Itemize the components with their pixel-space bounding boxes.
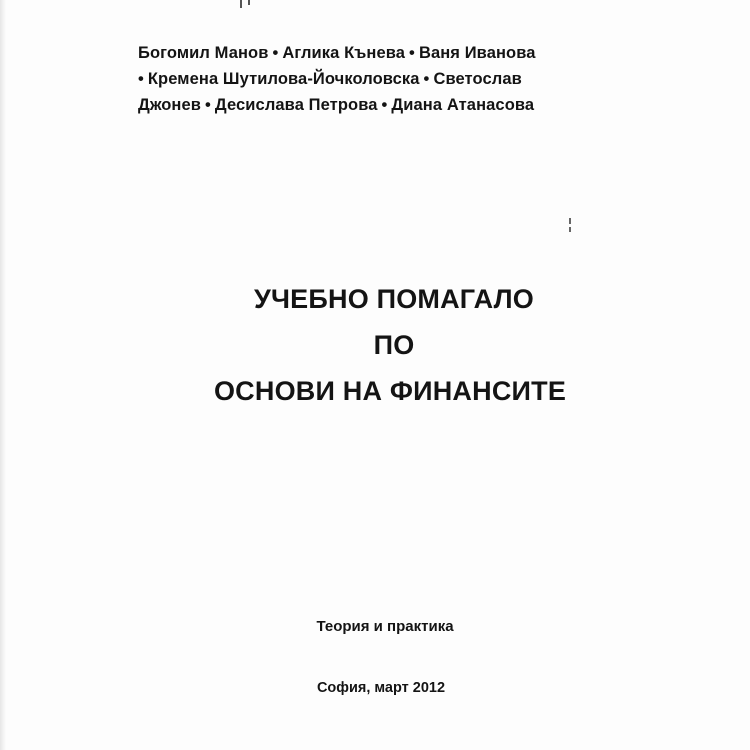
author-name: Джонев <box>138 96 202 114</box>
title-line-3: ОСНОВИ НА ФИНАНСИТЕ <box>213 376 567 406</box>
publication-place-date: София, март 2012 <box>316 680 446 696</box>
author-separator: • <box>272 44 279 62</box>
authors-line-2 <box>138 66 588 92</box>
author-separator: • <box>381 96 388 114</box>
title-line-2: ПО <box>373 330 415 360</box>
scan-artifact-top <box>238 0 252 10</box>
author-name: Богомил Манов <box>138 44 269 62</box>
authors-list <box>138 40 588 118</box>
scan-artifact-right <box>569 218 573 232</box>
author-separator: • <box>138 70 144 88</box>
author-name: Аглика Кънева <box>282 44 406 62</box>
book-title <box>0 276 750 414</box>
author-separator: • <box>205 96 211 114</box>
author-separator: • <box>423 70 430 88</box>
author-name: Светослав <box>433 70 522 88</box>
author-separator: • <box>409 44 415 62</box>
author-name: Ваня Иванова <box>418 44 536 62</box>
book-subtitle: Теория и практика <box>316 618 454 635</box>
title-line-1: УЧЕБНО ПОМАГАЛО <box>254 284 534 314</box>
authors-line-3 <box>138 92 588 118</box>
author-name: Диана Атанасова <box>391 96 535 114</box>
author-name: Кремена Шутилова-Йочколовска <box>147 70 420 88</box>
authors-line-1 <box>138 40 588 66</box>
author-name: Десислава Петрова <box>214 96 378 114</box>
